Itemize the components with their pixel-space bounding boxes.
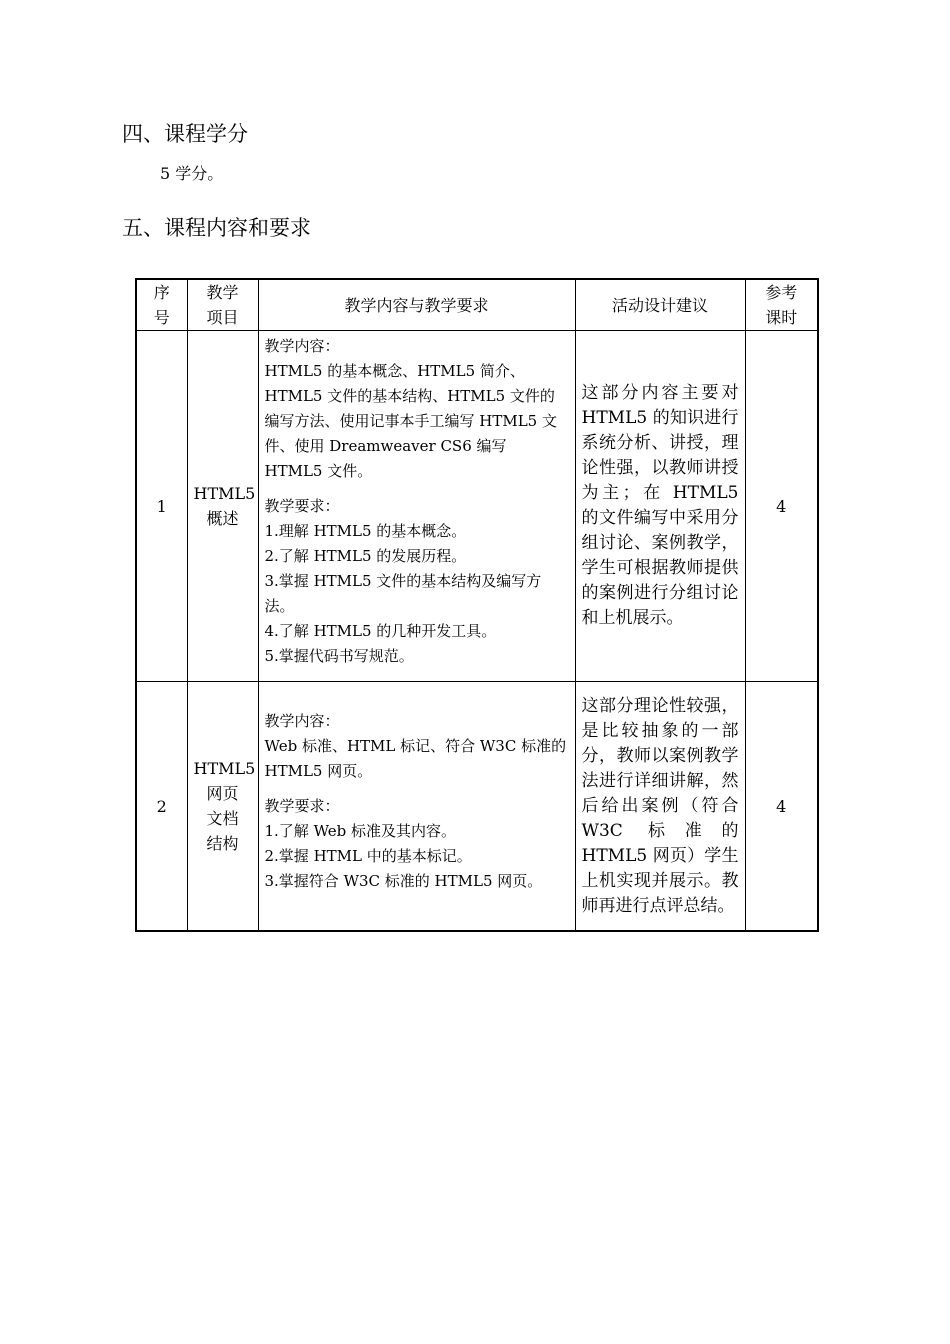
requirement-item: 3.掌握符合 W3C 标准的 HTML5 网页。: [264, 871, 543, 890]
table-row: [136, 331, 818, 682]
row-activity: 这部分内容主要对 HTML5 的知识进行系统分析、讲授，理论性强，以教师讲授为主；在 HTML5 的文件编写中采用分组讨论、案例教学，学生可根据教师提供的案例进行分组讨论和上机展示。: [575, 331, 745, 682]
row-number: 2: [136, 682, 187, 932]
requirements-label: 教学要求：: [264, 496, 340, 515]
content-label: 教学内容：: [264, 336, 340, 355]
row-project: HTML5 概述: [187, 331, 258, 682]
requirement-item: 5.掌握代码书写规范。: [264, 646, 414, 665]
row-hours: 4: [745, 331, 818, 682]
row-project: HTML5 网页 文档 结构: [187, 682, 258, 932]
row-activity: 这部分理论性较强，是比较抽象的一部分，教师以案例教学法进行详细讲解，然后给出案例（符合 W3C 标准的 HTML5 网页）学生上机实现并展示。教师再进行点评总结。: [575, 682, 745, 932]
header-content: 教学内容与教学要求: [258, 279, 575, 331]
row-hours: 4: [745, 682, 818, 932]
table-row: [136, 682, 818, 932]
requirement-item: 2.了解 HTML5 的发展历程。: [264, 546, 467, 565]
section-heading-content: 五、课程内容和要求: [122, 216, 311, 240]
requirement-item: 4.了解 HTML5 的几种开发工具。: [264, 621, 497, 640]
header-hours: 参考 课时: [745, 279, 818, 331]
content-text: HTML5 的基本概念、HTML5 简介、HTML5 文件的基本结构、HTML5 文件的编写方法、使用记事本手工编写 HTML5 文件、使用 Dreamweaver CS6 编写 HTML5 文件。: [264, 361, 557, 480]
requirement-item: 1.了解 Web 标准及其内容。: [264, 821, 457, 840]
requirement-item: 2.掌握 HTML 中的基本标记。: [264, 846, 472, 865]
row-content: [258, 331, 575, 682]
requirement-item: 1.理解 HTML5 的基本概念。: [264, 521, 467, 540]
table-header-row: [136, 279, 818, 331]
header-num: 序 号: [136, 279, 187, 331]
requirement-item: 3.掌握 HTML5 文件的基本结构及编写方法。: [264, 571, 542, 615]
content-text: Web 标准、HTML 标记、符合 W3C 标准的 HTML5 网页。: [264, 736, 567, 780]
row-number: 1: [136, 331, 187, 682]
requirements-label: 教学要求：: [264, 796, 340, 815]
row-content: [258, 682, 575, 932]
course-content-table: [135, 278, 819, 932]
header-activity: 活动设计建议: [575, 279, 745, 331]
credits-text: 5 学分。: [160, 164, 224, 183]
header-project: 教学 项目: [187, 279, 258, 331]
section-heading-credits: 四、课程学分: [122, 122, 248, 146]
content-label: 教学内容：: [264, 711, 340, 730]
